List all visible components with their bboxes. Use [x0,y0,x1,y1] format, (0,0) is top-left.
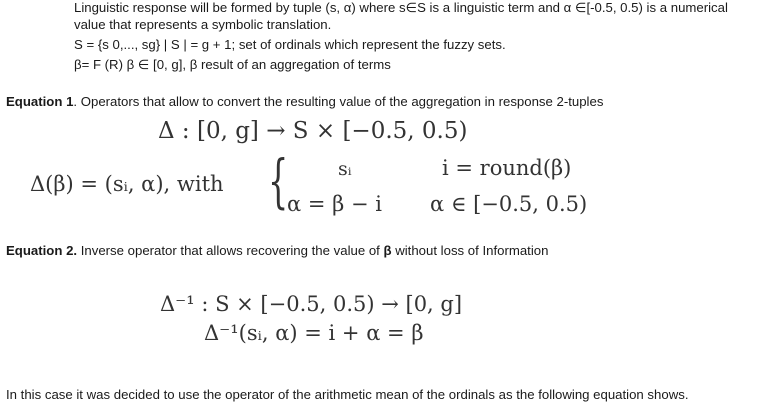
equation-1-description: . Operators that allow to convert the resulting value of the aggregation in response 2-tuples [73,94,604,109]
equation-2-caption [6,242,548,259]
equation-1-caption [6,93,603,110]
left-brace: { [268,147,289,215]
equation-1-lhs: Δ(β) = (sᵢ, α), with [30,172,224,196]
intro-line-4: β= F (R) β ∈ [0, g], β result of an aggregation of terms [74,57,391,72]
equation-2-line-1: Δ⁻¹ : S × [−0.5, 0.5) → [0, g] [160,292,463,316]
equation-1-label: Equation 1 [6,94,74,109]
equation-1-case-2-right: α ∈ [−0.5, 0.5) [430,192,588,216]
equation-2-description-a: Inverse operator that allows recovering the value of [77,243,384,258]
equation-1-case-1-left: sᵢ [338,158,352,180]
equation-2-line-2: Δ⁻¹(sᵢ, α) = i + α = β [204,321,424,345]
intro-line-2: value that represents a symbolic translation. [74,17,332,32]
equation-2-label: Equation 2. [6,243,78,258]
intro-line-1: Linguistic response will be formed by tuple (s, α) where s∈S is a linguistic term and α ∈[-0.5, 0.5) is a numerical [74,0,728,15]
equation-1-case-2-left: α = β − i [287,192,382,216]
closing-sentence: In this case it was decided to use the operator of the arithmetic mean of the ordinals as the following equation shows. [6,387,689,402]
intro-line-3: S = {s 0,..., sg} | S | = g + 1; set of ordinals which represent the fuzzy sets. [74,37,506,52]
equation-1-case-1-right: i = round(β) [442,156,572,180]
equation-1-line-1: Δ : [0, g] → S × [−0.5, 0.5) [158,118,468,144]
equation-2-description-b: without loss of Information [391,243,549,258]
equation-2-beta: β [383,243,392,258]
